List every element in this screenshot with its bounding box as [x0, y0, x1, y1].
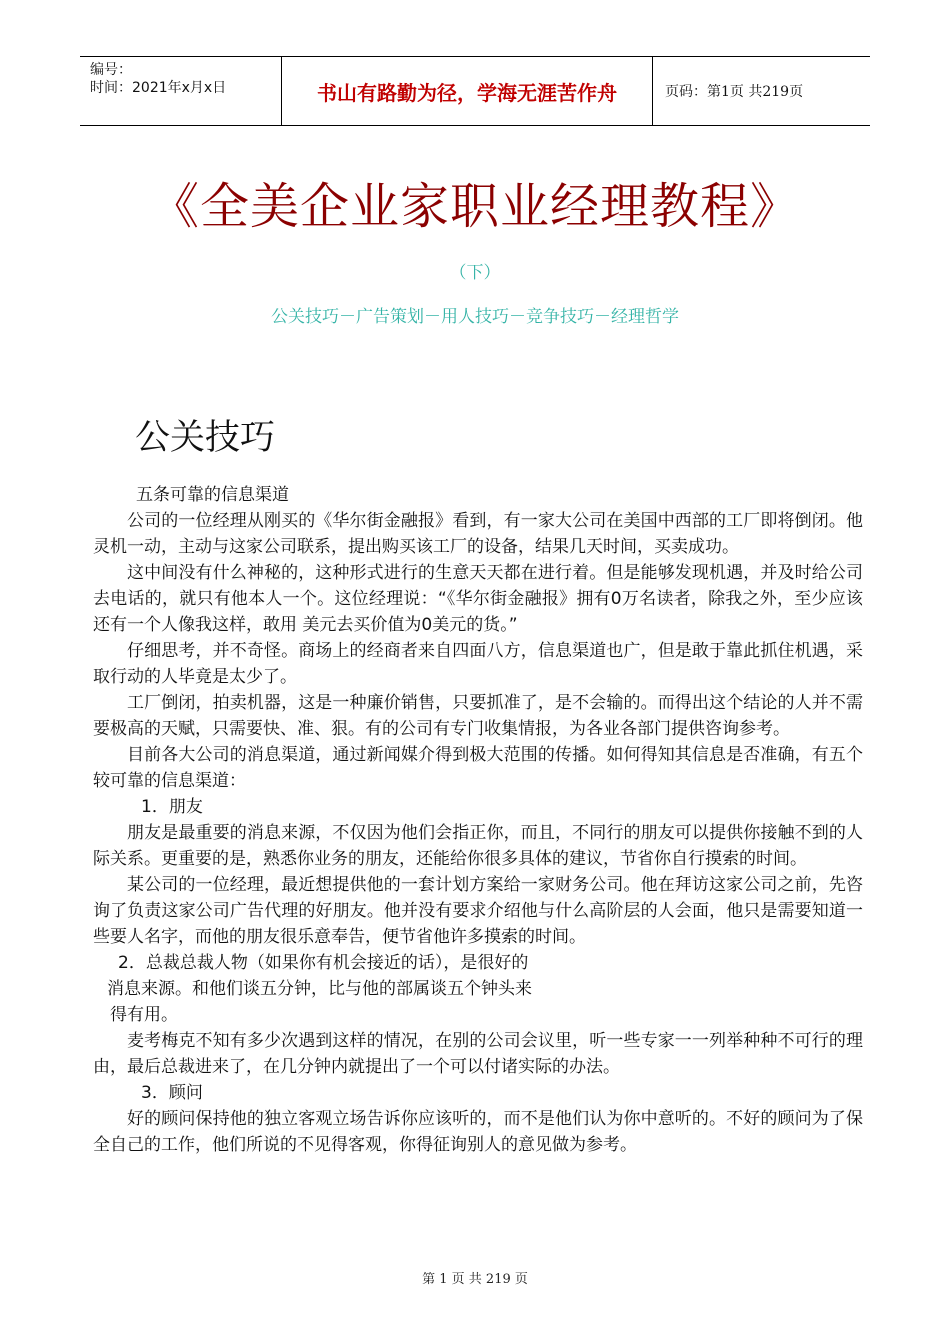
paragraph: 工厂倒闭，拍卖机器，这是一种廉价销售，只要抓准了，是不会输的。而得出这个结论的人并不需要极高的天赋，只需要快、准、狠。有的公司有专门收集情报，为各业各部门提供咨询参考。	[93, 693, 863, 739]
body-text	[93, 482, 863, 1158]
list-heading: 3．顾问	[141, 1083, 203, 1103]
paragraph: 朋友是最重要的消息来源，不仅因为他们会指正你，而且，不同行的朋友可以提供你接触不到的人际关系。更重要的是，熟悉你业务的朋友，还能给你很多具体的建议，节省你自行摸索的时间。	[93, 823, 863, 869]
section-heading: 公关技巧	[135, 418, 276, 458]
header-page-info: 页码：第1页 共219页	[665, 84, 804, 100]
paragraph: 某公司的一位经理，最近想提供他的一套计划方案给一家财务公司。他在拜访这家公司之前，先咨询了负责这家公司广告代理的好朋友。他并没有要求介绍他与什么高阶层的人会面，他只是需要知道一些要人名字，而他的朋友很乐意奉告，便节省他许多摸索的时间。	[93, 875, 863, 947]
paragraph: 目前各大公司的消息渠道，通过新闻媒介得到极大范围的传播。如何得知其信息是否准确，有五个较可靠的信息渠道：	[93, 745, 863, 791]
paragraph-line: 得有用。	[110, 1005, 178, 1025]
subheading: 五条可靠的信息渠道	[136, 485, 289, 505]
header-motto: 书山有路勤为径，学海无涯苦作舟	[281, 57, 653, 125]
time-label: 时间：2021年x月x日	[90, 80, 227, 96]
header-meta	[80, 57, 281, 125]
paragraph: 公司的一位经理从刚买的《华尔街金融报》看到，有一家大公司在美国中西部的工厂即将倒闭。他灵机一动，主动与这家公司联系，提出购买该工厂的设备，结果几天时间，买卖成功。	[93, 511, 863, 557]
document-subtitle: （下）	[449, 263, 501, 283]
document-title: 《全美企业家职业经理教程》	[149, 178, 800, 235]
paragraph-line: 消息来源。和他们谈五分钟，比与他的部属谈五个钟头来	[107, 979, 532, 999]
document-header	[80, 56, 870, 126]
list-heading: 2．总裁总裁人物（如果你有机会接近的话），是很好的	[118, 953, 529, 973]
number-label: 编号：	[90, 62, 132, 78]
paragraph: 这中间没有什么神秘的，这种形式进行的生意天天都在进行着。但是能够发现机遇，并及时给公司去电话的，就只有他本人一个。这位经理说：“《华尔街金融报》拥有0万名读者，除我之外，至少应该还有一个人像我这样，敢用 美元去买价值为0美元的货。”	[93, 563, 863, 635]
paragraph: 仔细思考，并不奇怪。商场上的经商者来自四面八方，信息渠道也广，但是敢于靠此抓住机遇，采取行动的人毕竟是太少了。	[93, 641, 863, 687]
topics-line: 公关技巧－广告策划－用人技巧－竞争技巧－经理哲学	[271, 307, 679, 327]
list-heading: 1．朋友	[141, 797, 203, 817]
paragraph: 麦考梅克不知有多少次遇到这样的情况，在别的公司会议里，听一些专家一一列举种种不可行的理由，最后总裁进来了，在几分钟内就提出了一个可以付诸实际的办法。	[93, 1031, 863, 1077]
paragraph: 好的顾问保持他的独立客观立场告诉你应该听的，而不是他们认为你中意听的。不好的顾问为了保全自己的工作，他们所说的不见得客观，你得征询别人的意见做为参考。	[93, 1109, 863, 1155]
page-footer: 第 1 页 共 219 页	[422, 1272, 528, 1287]
